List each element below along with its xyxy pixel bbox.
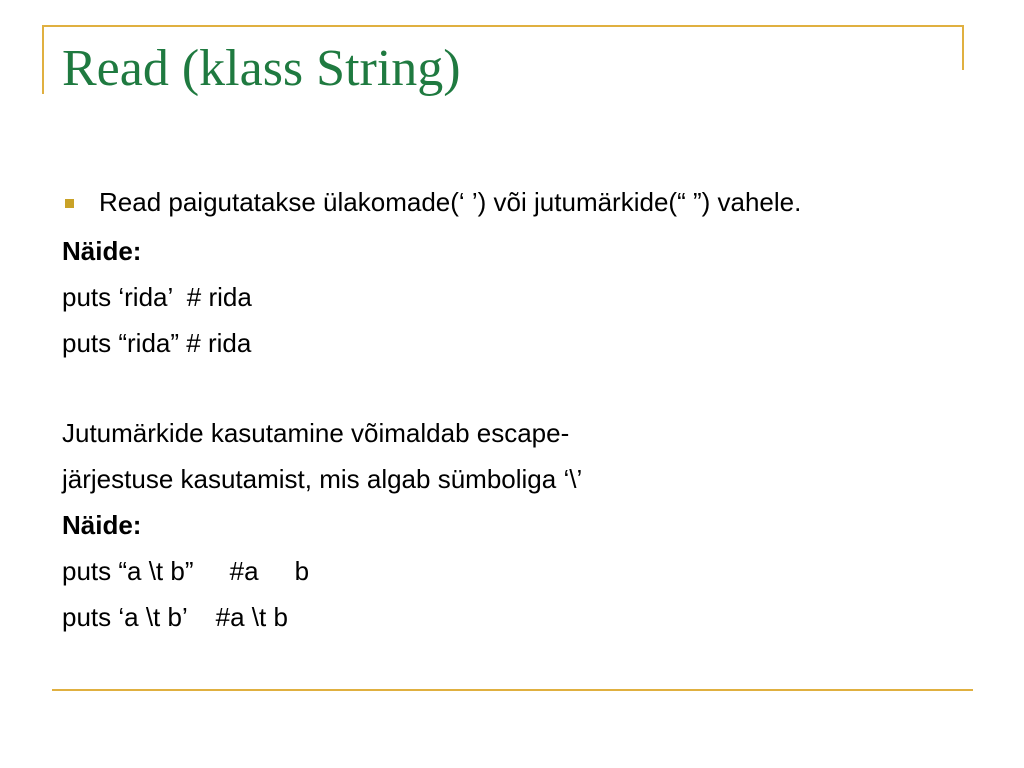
bullet-text: Read paigutatakse ülakomade(‘ ’) või jutumärkide(“ ”) vahele. — [99, 187, 802, 217]
title-frame-left-rule — [42, 26, 44, 94]
code-line: puts “a \t b” #a b — [62, 556, 310, 586]
code-line: puts ‘a \t b’ #a \t b — [62, 602, 288, 632]
example-heading: Näide: — [62, 510, 142, 540]
blank-line — [62, 366, 942, 410]
title-frame-right-rule — [962, 25, 964, 70]
bullet-item — [62, 185, 942, 219]
code-line: puts ‘rida’ # rida — [62, 282, 252, 312]
title-frame-top-rule — [42, 25, 964, 27]
paragraph-line: Jutumärkide kasutamine võimaldab escape- — [62, 418, 570, 448]
paragraph-line: järjestuse kasutamist, mis algab sümboliga ‘\’ — [62, 464, 583, 494]
code-line: puts “rida” # rida — [62, 328, 252, 358]
slide-body — [62, 185, 942, 640]
example-heading: Näide: — [62, 236, 142, 266]
footer-rule — [52, 689, 973, 691]
slide-title: Read (klass String) — [62, 40, 461, 97]
square-bullet-icon — [65, 199, 74, 208]
